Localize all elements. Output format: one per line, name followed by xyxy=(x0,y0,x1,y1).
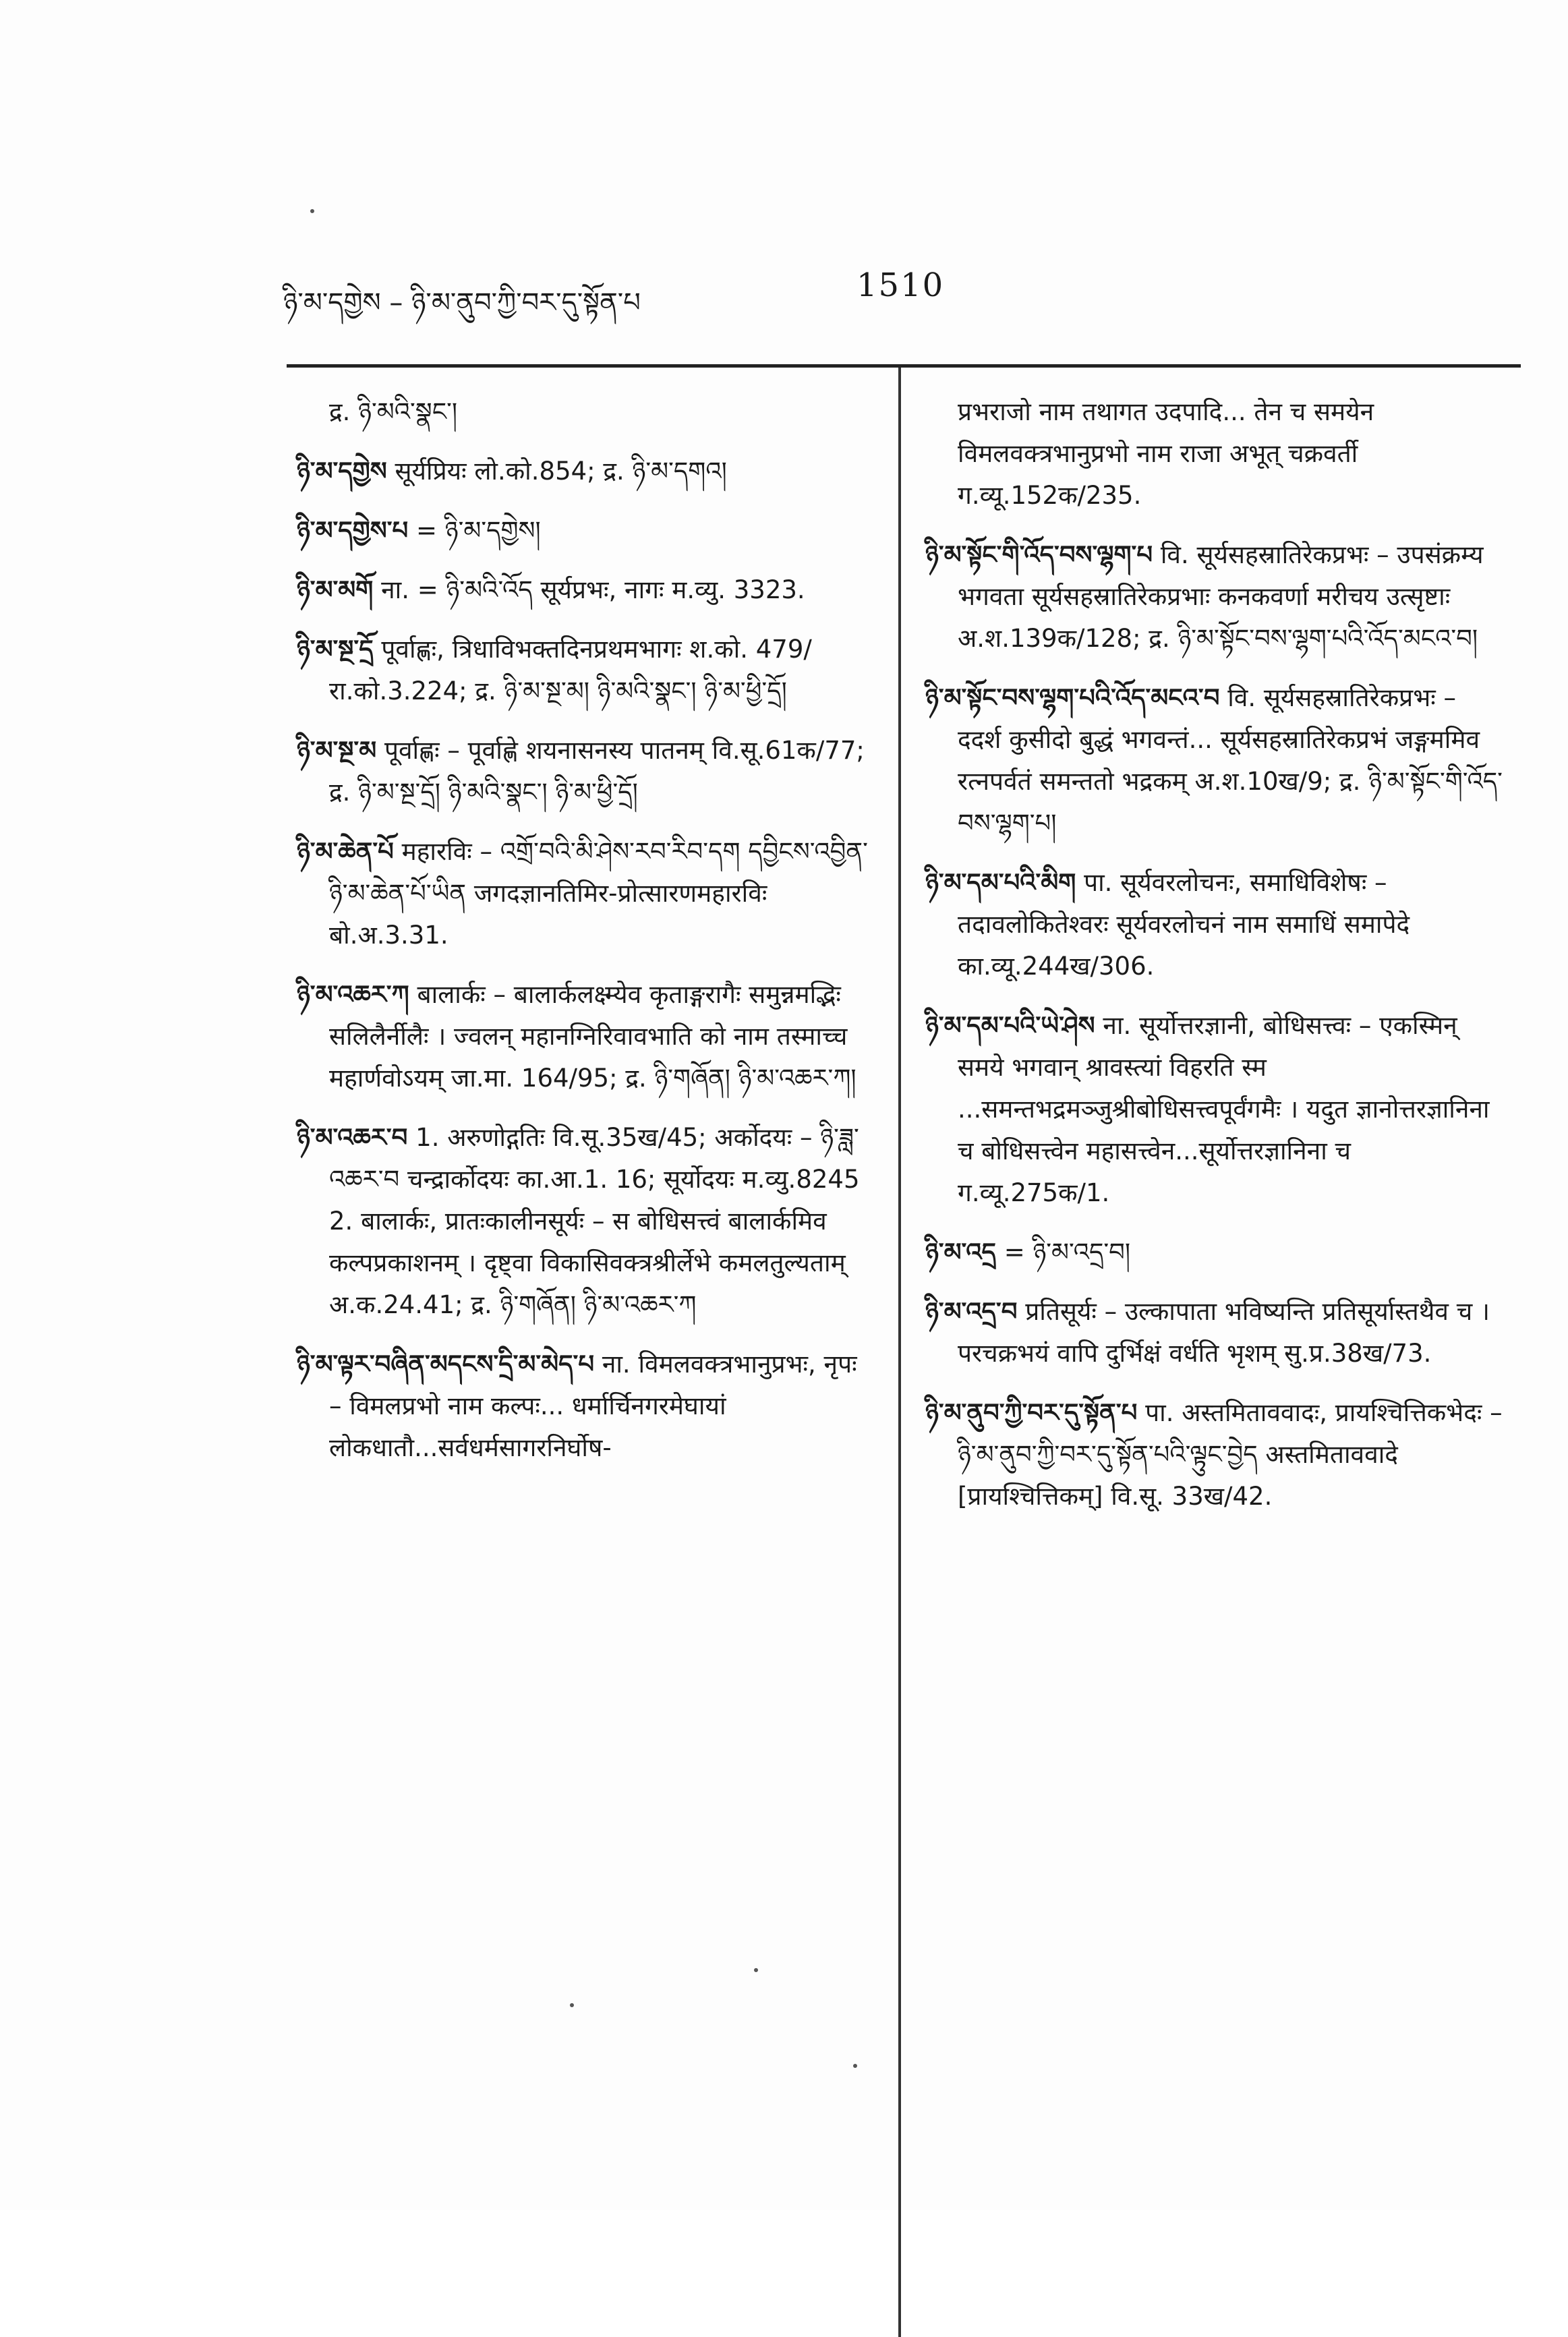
entry-headword: ཉི་མ་འཆར་བ xyxy=(297,1123,408,1152)
page-number: 1510 xyxy=(856,266,945,304)
dictionary-entry xyxy=(925,677,1505,844)
entry-definition: = ཉི་མ་འདྲ་བ། xyxy=(1004,1238,1131,1267)
dictionary-entry xyxy=(297,1344,877,1469)
dictionary-entry xyxy=(925,534,1505,660)
entry-headword: ཉི་མ་དགྱེས་པ xyxy=(297,516,409,545)
dictionary-entry xyxy=(925,1392,1505,1518)
entry-headword: ཉི་མ་ནུབ་ཀྱི་བར་དུ་སྟོན་པ xyxy=(925,1398,1138,1427)
entry-definition: प्रतिसूर्यः – उल्कापाता भविष्यन्ति प्रतिसूर्यास्तथैव च । परचक्रभयं वापि दुर्भिक्षं वर्धति भृशम् सु.प्र.38ख/73. xyxy=(958,1297,1490,1368)
entry-definition: पूर्वाह्णः, त्रिधाविभक्तदिनप्रथमभागः श.को. 479/रा.को.3.224; द्र. ཉི་མ་སྔ་མ། ཉི་མའི་སྣང་། ཉི་མ་ཕྱི་དྲོ། xyxy=(329,635,812,705)
entry-headword: ཉི་མ་དམ་པའི་མིག xyxy=(925,868,1076,897)
entry-definition: ना. सूर्योत्तरज्ञानी, बोधिसत्त्वः – एकस्मिन् समये भगवान् श्रावस्त्यां विहरति स्म ...समन्तभद्रमञ्जुश्रीबोधिसत्त्वपूर्वंगमैः । यदुत ज्ञानोत्तरज्ञानिना च बोधिसत्त्वेन महासत्त्वेन...सूर्योत्तरज्ञानिना च ग.व्यू.275क/1. xyxy=(958,1011,1490,1207)
entry-continuation xyxy=(297,391,877,433)
entry-definition: प्रभराजो नाम तथागत उदपादि... तेन च समयेन विमलवक्त्रभानुप्रभो नाम राजा अभूत् चक्रवर्ती ग.व्यू.152क/235. xyxy=(958,397,1374,510)
entry-headword: ཉི་མ་སྔ་མ xyxy=(297,736,377,765)
entry-definition: सूर्यप्रियः लो.को.854; द्र. ཉི་མ་དགའ། xyxy=(395,457,727,486)
dictionary-entry xyxy=(297,831,877,956)
running-head-guide-words: ཉི་མ་དགྱེས – ཉི་མ་ནུབ་ཀྱི་བར་དུ་སྟོན་པ xyxy=(283,287,641,318)
entry-definition: पा. सूर्यवरलोचनः, समाधिविशेषः – तदावलोकितेश्वरः सूर्यवरलोचनं नाम समाधिं समापेदे का.व्यू.244ख/306. xyxy=(958,868,1410,981)
entry-headword: ཉི་མ་སྔ་དྲོ xyxy=(297,635,374,664)
entry-headword: ཉི་མ་འཆར་ཀ xyxy=(297,980,409,1009)
scan-speck xyxy=(570,2003,574,2007)
column-divider xyxy=(898,368,901,2337)
dictionary-entry xyxy=(297,1117,877,1326)
dictionary-entry xyxy=(297,629,877,712)
entry-headword: ཉི་མ་སྟོང་གི་འོད་བས་ལྷག་པ xyxy=(925,540,1153,569)
entry-headword: ཉི་མ་ལྟར་བཞིན་མདངས་དྲི་མ་མེད་པ xyxy=(297,1350,595,1379)
entry-definition: वि. सूर्यसहस्रातिरेकप्रभः – ददर्श कुसीदो बुद्धं भगवन्तं... सूर्यसहस्रातिरेकप्रभं जङ्गममिव रत्नपर्वतं समन्ततो भद्रकम् अ.श.10ख/9; द्र. ཉི་མ་སྟོང་གི་འོད་བས་ལྷག་པ། xyxy=(958,683,1503,838)
entry-definition: ना. विमलवक्त्रभानुप्रभः, नृपः – विमलप्रभो नाम कल्पः... धर्मार्चिनगरमेघायां लोकधातौ...सर्वधर्मसागरनिर्घोष- xyxy=(329,1350,857,1462)
scan-speck xyxy=(310,209,314,213)
entry-headword: ཉི་མ་དམ་པའི་ཡེ་ཤེས xyxy=(925,1011,1095,1040)
dictionary-entry xyxy=(297,569,877,611)
entry-definition: वि. सूर्यसहस्रातिरेकप्रभः – उपसंक्रम्य भगवता सूर्यसहस्रातिरेकप्रभाः कनकवर्णा मरीचय उत्सृष्टाः अ.श.139क/128; द्र. ཉི་མ་སྟོང་བས་ལྷག་པའི་འོད་མངའ་བ། xyxy=(958,540,1484,653)
entry-definition: पा. अस्तमिताववादः, प्रायश्चित्तिकभेदः – ཉི་མ་ནུབ་ཀྱི་བར་དུ་སྟོན་པའི་ལྟུང་བྱེད अस्तमिताववादे [प्रायश्चित्तिकम्] वि.सू. 33ख/42. xyxy=(958,1398,1503,1511)
entry-headword: ཉི་མ་འདྲ་བ xyxy=(925,1297,1018,1326)
dictionary-entry xyxy=(297,730,877,813)
dictionary-entry xyxy=(925,1005,1505,1214)
scan-speck xyxy=(754,1968,758,1972)
right-column xyxy=(925,391,1505,1535)
left-column xyxy=(297,391,877,1487)
entry-definition: = ཉི་མ་དགྱེས། xyxy=(416,516,541,545)
dictionary-entry xyxy=(925,1291,1505,1375)
entry-definition: बालार्कः – बालार्कलक्ष्म्येव कृताङ्गरागैः समुन्नमद्भिः सलिलैर्नीलैः । ज्वलन् महानग्निरिवावभाति को नाम तस्माच्च महार्णवोऽयम् जा.मा. 164/95; द्र. ཉི་གཞོན། ཉི་མ་འཆར་ཀ། xyxy=(329,980,856,1093)
page-header xyxy=(283,266,1497,318)
dictionary-entry xyxy=(925,862,1505,987)
entry-headword: ཉི་མ་སྟོང་བས་ལྷག་པའི་འོད་མངའ་བ xyxy=(925,683,1220,712)
header-rule xyxy=(287,364,1521,368)
entry-headword: ཉི་མ་མགོ xyxy=(297,575,374,604)
entry-headword: ཉི་མ་དགྱེས xyxy=(297,457,387,486)
dictionary-entry xyxy=(925,1232,1505,1273)
scan-speck xyxy=(853,2064,857,2068)
entry-headword: ཉི་མ་འདྲ xyxy=(925,1238,996,1267)
dictionary-entry xyxy=(297,510,877,552)
entry-definition: ना. = ཉི་མའི་འོད सूर्यप्रभः, नागः म.व्यु. 3323. xyxy=(381,575,805,604)
dictionary-entry xyxy=(297,974,877,1099)
dictionary-entry xyxy=(297,451,877,492)
entry-definition: पूर्वाह्णः – पूर्वाह्णे शयनासनस्य पातनम् वि.सू.61क/77; द्र. ཉི་མ་སྔ་དྲོ། ཉི་མའི་སྣང་། ཉི་མ་ཕྱི་དྲོ། xyxy=(329,736,865,807)
entry-definition: द्र. ཉི་མའི་སྣང་། xyxy=(329,397,458,426)
entry-definition: 1. अरुणोद्गतिः वि.सू.35ख/45; अर्कोदयः – ཉི་ཟླ་འཆར་བ चन्द्रार्कोदयः का.आ.1. 16; सूर्योदयः म.व्यु.8245 2. बालार्कः, प्रातःकालीनसूर्यः – स बोधिसत्त्वं बालार्कमिव कल्पप्रकाशनम् । दृष्ट्वा विकासिवक्त्रश्रीर्लेभे कमलतुल्यताम् अ.क.24.41; द्र. ཉི་གཞོན། ཉི་མ་འཆར་ཀ xyxy=(329,1123,860,1319)
entry-headword: ཉི་མ་ཆེན་པོ xyxy=(297,837,394,866)
entry-continuation xyxy=(925,391,1505,517)
entry-definition: महारविः – འགྲོ་བའི་མི་ཤེས་རབ་རིབ་དག དབྱིངས་འབྱིན་ཉི་མ་ཆེན་པོ་ཡིན जगदज्ञानतिमिर-प्रोत्सारणमहारविः बो.अ.3.31. xyxy=(329,837,868,950)
